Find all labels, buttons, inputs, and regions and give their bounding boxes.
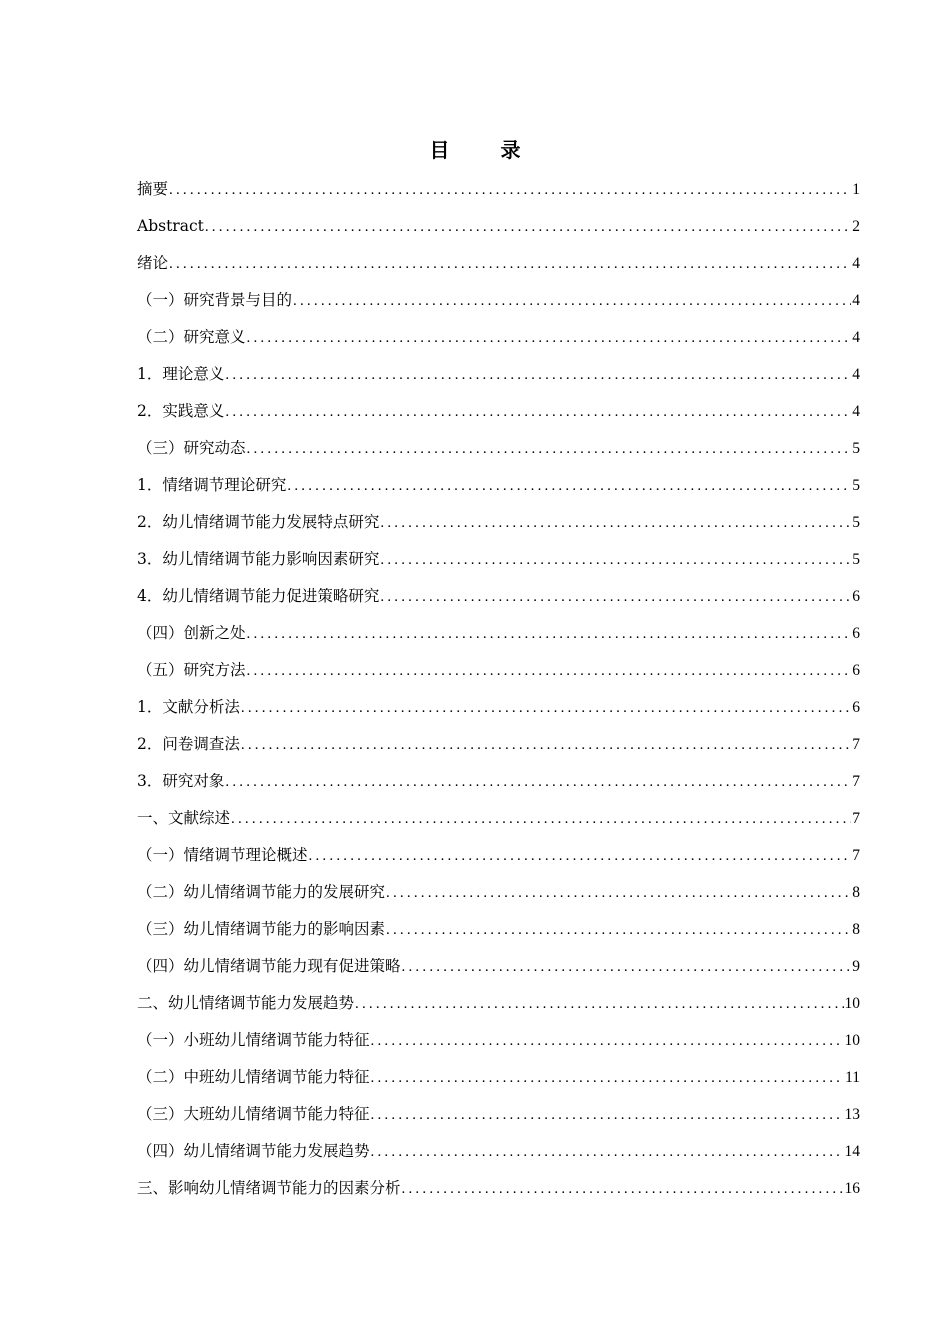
toc-entry[interactable]	[137, 245, 860, 282]
toc-dot-leader	[371, 1060, 845, 1097]
toc-page-number: 8	[852, 884, 860, 901]
toc-entry-label: 绪论	[137, 254, 169, 272]
toc-entry[interactable]	[137, 948, 860, 985]
toc-dot-leader	[241, 727, 851, 764]
toc-dot-leader	[247, 653, 852, 690]
toc-entry-label: （二）幼儿情绪调节能力的发展研究	[137, 883, 386, 901]
toc-page-number: 10	[844, 995, 860, 1012]
toc-entry-label: （三）研究动态	[137, 439, 246, 457]
toc-page-number: 6	[852, 588, 860, 605]
toc-dot-leader	[380, 542, 851, 579]
table-of-contents	[137, 171, 860, 1207]
toc-entry-label: （四）幼儿情绪调节能力现有促进策略	[137, 957, 401, 975]
toc-page-number: 6	[852, 662, 860, 679]
toc-dot-leader	[309, 838, 852, 875]
toc-entry-label: 1．文献分析法	[137, 698, 240, 716]
toc-page-number: 11	[845, 1069, 860, 1086]
toc-page-number: 7	[852, 847, 860, 864]
toc-dot-leader	[380, 505, 851, 542]
toc-entry[interactable]	[137, 1133, 860, 1170]
toc-page-number: 4	[852, 403, 860, 420]
toc-dot-leader	[225, 764, 851, 801]
toc-dot-leader	[247, 616, 852, 653]
toc-entry-label: 摘要	[137, 180, 169, 198]
toc-entry[interactable]	[137, 504, 860, 541]
toc-entry[interactable]	[137, 541, 860, 578]
toc-page-number: 7	[852, 736, 860, 753]
toc-dot-leader	[225, 357, 851, 394]
toc-entry-label: （四）幼儿情绪调节能力发展趋势	[137, 1142, 370, 1160]
toc-page-number: 13	[844, 1106, 860, 1123]
toc-entry-label: 三、影响幼儿情绪调节能力的因素分析	[137, 1179, 401, 1197]
toc-page-number: 7	[852, 773, 860, 790]
toc-page-number: 9	[852, 958, 860, 975]
toc-entry[interactable]	[137, 282, 860, 319]
toc-entry-label: （一）情绪调节理论概述	[137, 846, 308, 864]
toc-dot-leader	[205, 209, 851, 246]
toc-entry[interactable]	[137, 356, 860, 393]
toc-entry[interactable]	[137, 911, 860, 948]
toc-dot-leader	[287, 468, 851, 505]
toc-entry-label: （五）研究方法	[137, 661, 246, 679]
toc-dot-leader	[231, 801, 851, 838]
toc-entry[interactable]	[137, 726, 860, 763]
toc-entry[interactable]	[137, 837, 860, 874]
toc-entry-label: 2．幼儿情绪调节能力发展特点研究	[137, 513, 380, 531]
toc-dot-leader	[380, 579, 851, 616]
toc-page-number: 2	[852, 218, 860, 235]
toc-entry-label: 1．情绪调节理论研究	[137, 476, 287, 494]
toc-entry[interactable]	[137, 430, 860, 467]
toc-page-number: 10	[844, 1032, 860, 1049]
toc-entry[interactable]	[137, 467, 860, 504]
toc-entry-label: （四）创新之处	[137, 624, 246, 642]
toc-entry[interactable]	[137, 171, 860, 208]
toc-page-number: 6	[852, 699, 860, 716]
toc-dot-leader	[293, 283, 851, 320]
toc-dot-leader	[371, 1134, 844, 1171]
toc-entry-label: Abstract	[137, 217, 204, 235]
toc-entry-label: 二、幼儿情绪调节能力发展趋势	[137, 994, 355, 1012]
toc-dot-leader	[169, 246, 851, 283]
toc-dot-leader	[355, 986, 843, 1023]
toc-entry-label: 2．问卷调查法	[137, 735, 240, 753]
toc-entry-label: （二）研究意义	[137, 328, 246, 346]
toc-page-number: 4	[852, 292, 860, 309]
toc-entry[interactable]	[137, 985, 860, 1022]
toc-entry[interactable]	[137, 1170, 860, 1207]
toc-entry[interactable]	[137, 1022, 860, 1059]
toc-page-number: 8	[852, 921, 860, 938]
toc-dot-leader	[247, 320, 852, 357]
toc-entry[interactable]	[137, 1059, 860, 1096]
toc-entry-label: （三）幼儿情绪调节能力的影响因素	[137, 920, 386, 938]
toc-entry[interactable]	[137, 393, 860, 430]
toc-entry-label: 3．幼儿情绪调节能力影响因素研究	[137, 550, 380, 568]
toc-entry-label: （三）大班幼儿情绪调节能力特征	[137, 1105, 370, 1123]
toc-page-number: 4	[852, 329, 860, 346]
toc-page-number: 4	[852, 255, 860, 272]
toc-page-number: 16	[844, 1180, 860, 1197]
toc-dot-leader	[169, 172, 851, 209]
toc-entry[interactable]	[137, 578, 860, 615]
toc-dot-leader	[225, 394, 851, 431]
toc-entry[interactable]	[137, 800, 860, 837]
toc-entry[interactable]	[137, 615, 860, 652]
toc-entry-label: （一）小班幼儿情绪调节能力特征	[137, 1031, 370, 1049]
toc-page-number: 6	[852, 625, 860, 642]
toc-page-number: 5	[852, 551, 860, 568]
toc-page-number: 5	[852, 477, 860, 494]
toc-page-number: 5	[852, 440, 860, 457]
toc-page-number: 7	[852, 810, 860, 827]
toc-entry[interactable]	[137, 874, 860, 911]
toc-entry[interactable]	[137, 763, 860, 800]
toc-entry[interactable]	[137, 208, 860, 245]
toc-entry[interactable]	[137, 1096, 860, 1133]
toc-dot-leader	[241, 690, 851, 727]
toc-entry-label: （一）研究背景与目的	[137, 291, 293, 309]
toc-dot-leader	[402, 1171, 844, 1208]
toc-entry-label: （二）中班幼儿情绪调节能力特征	[137, 1068, 370, 1086]
toc-page-number: 4	[852, 366, 860, 383]
toc-entry-label: 1．理论意义	[137, 365, 225, 383]
toc-entry[interactable]	[137, 319, 860, 356]
toc-title: 目 录	[429, 138, 543, 162]
toc-dot-leader	[402, 949, 852, 986]
toc-entry[interactable]	[137, 652, 860, 689]
toc-dot-leader	[371, 1023, 844, 1060]
toc-entry-label: 一、文献综述	[137, 809, 231, 827]
toc-dot-leader	[386, 875, 851, 912]
toc-entry-label: 4．幼儿情绪调节能力促进策略研究	[137, 587, 380, 605]
toc-entry-label: 2．实践意义	[137, 402, 225, 420]
toc-page-number: 1	[852, 181, 860, 198]
toc-dot-leader	[386, 912, 851, 949]
toc-entry[interactable]	[137, 689, 860, 726]
toc-page-number: 14	[844, 1143, 860, 1160]
toc-entry-label: 3．研究对象	[137, 772, 225, 790]
toc-dot-leader	[371, 1097, 844, 1134]
toc-page-number: 5	[852, 514, 860, 531]
toc-dot-leader	[247, 431, 852, 468]
